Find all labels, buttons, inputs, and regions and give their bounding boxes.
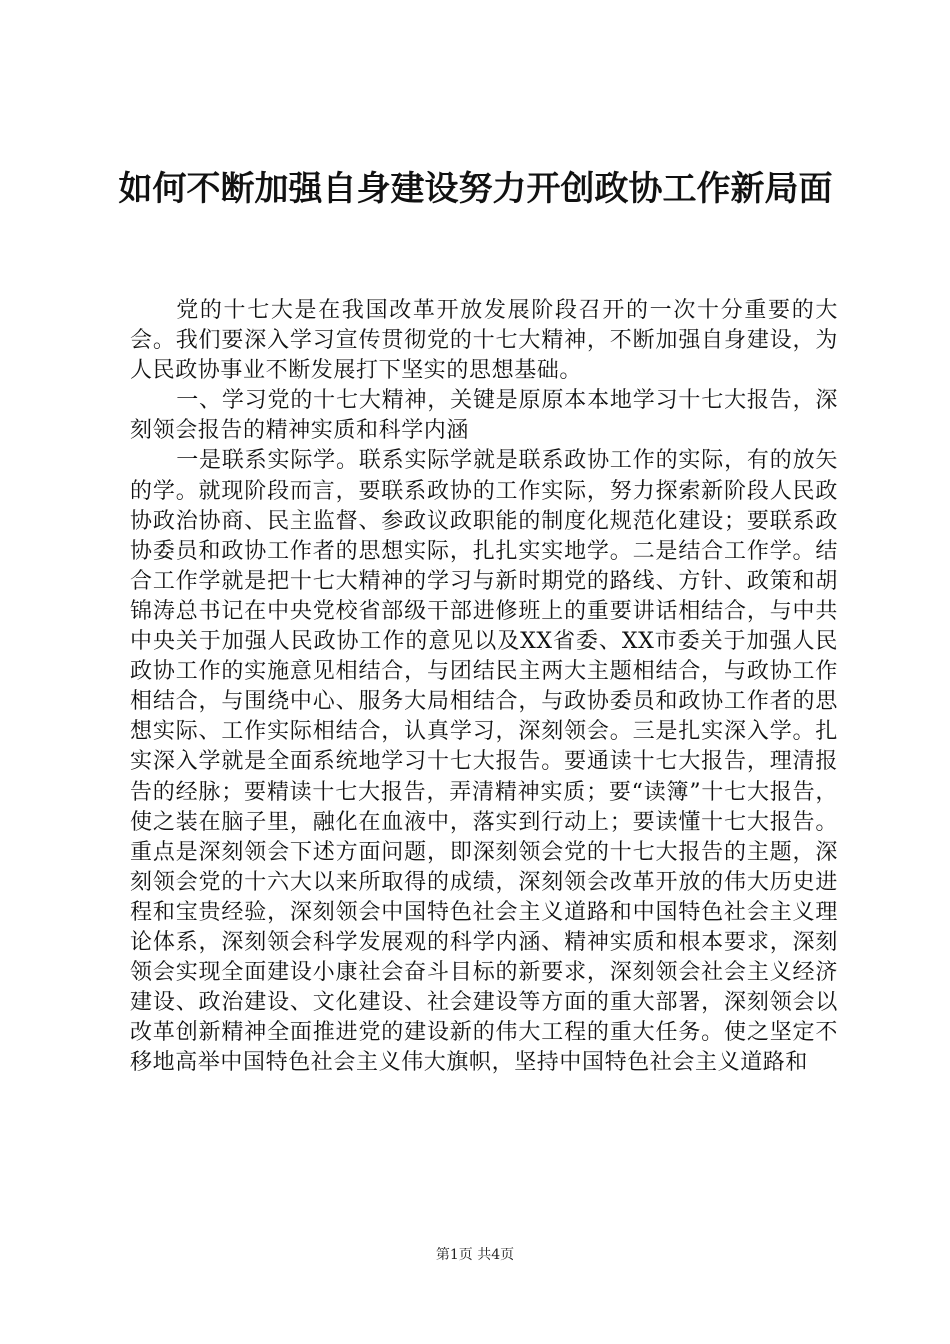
document-title: 如何不断加强自身建设努力开创政协工作新局面 (118, 169, 833, 209)
paragraph-intro: 党的十七大是在我国改革开放发展阶段召开的一次十分重要的大会。我们要深入学习宣传贯彻党的十七大精神，不断加强自身建设，为人民政协事业不断发展打下坚实的思想基础。 (130, 298, 838, 384)
paragraph-study-methods: 一是联系实际学。联系实际学就是联系政协工作的实际，有的放矢的学。就现阶段而言，要联系政协的工作实际，努力探索新阶段人民政协政治协商、民主监督、参政议政职能的制度化规范化建设；要联系政协委员和政协工作者的思想实际，扎扎实实地学。二是结合工作学。结合工作学就是把十七大精神的学习与新时期党的路线、方针、政策和胡锦涛总书记在中央党校省部级干部进修班上的重要讲话相结合，与中共中央关于加强人民政协工作的意见以及XX省委、XX市委关于加强人民政协工作的实施意见相结合，与团结民主两大主题相结合，与政协工作相结合，与围绕中心、服务大局相结合，与政协委员和政协工作者的思想实际、工作实际相结合，认真学习，深刻领会。三是扎实深入学。扎实深入学就是全面系统地学习十七大报告。要通读十七大报告，理清报告的经脉；要精读十七大报告，弄清精神实质；要“读簿”十七大报告，使之装在脑子里，融化在血液中，落实到行动上；要读懂十七大报告。重点是深刻领会下述方面问题，即深刻领会党的十七大报告的主题，深刻领会党的十六大以来所取得的成绩，深刻领会改革开放的伟大历史进程和宝贵经验，深刻领会中国特色社会主义道路和中国特色社会主义理论体系，深刻领会科学发展观的科学内涵、精神实质和根本要求，深刻领会实现全面建设小康社会奋斗目标的新要求，深刻领会社会主义经济建设、政治建设、文化建设、社会建设等方面的重大部署，深刻领会以改革创新精神全面推进党的建设新的伟大工程的重大任务。使之坚定不移地高举中国特色社会主义伟大旗帜，坚持中国特色社会主义道路和 (130, 448, 838, 1076)
document-body (130, 296, 838, 1078)
page-footer: 第1页 共4页 (435, 1247, 515, 1263)
paragraph-section-heading: 一、学习党的十七大精神，关键是原原本本地学习十七大报告，深刻领会报告的精神实质和科学内涵 (130, 388, 838, 444)
